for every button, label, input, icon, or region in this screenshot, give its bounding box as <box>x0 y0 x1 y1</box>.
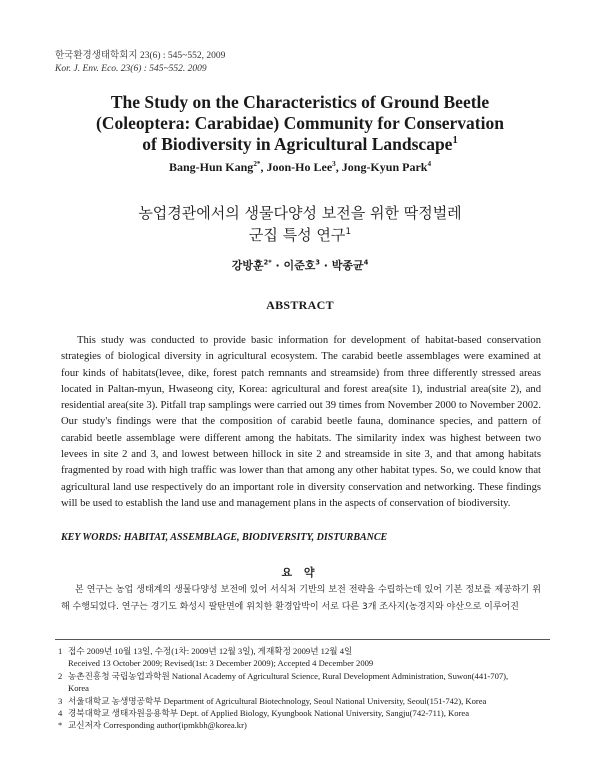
author-1: Bang-Hun Kang <box>168 160 254 174</box>
footnote-text: 농촌진흥청 국립농업과학원 National Academy of Agricultural Science, Rural Development Administration, Suwon(441-707), <box>68 670 509 681</box>
footnote-mark: 4 <box>58 708 63 719</box>
footnote-body <box>68 695 548 707</box>
footnote-mark: 2 <box>58 670 63 681</box>
footnote-divider <box>55 639 550 640</box>
footnote-text: 경북대학교 생태자원응용학부 Dept. of Applied Biology, Kyungbook National University, Sangju(742-711), Korea <box>68 708 470 719</box>
footnotes <box>58 645 548 732</box>
paper-title <box>40 92 560 155</box>
korean-title-line-2 <box>40 224 560 246</box>
keywords-line: KEY WORDS: HABITAT, ASSEMBLAGE, BIODIVERSITY, DISTURBANCE <box>61 532 388 543</box>
korean-summary-heading: 요 약 <box>281 566 319 579</box>
footnote-text: 접수 2009년 10월 13일, 수정(1차: 2009년 12월 3일), 게재확정 2009년 12월 4일 <box>68 646 353 656</box>
footnote-text: 서울대학교 농생명공학부 Department of Agricultural Biotechnology, Seoul National University, Seoul(151-742), Korea <box>68 695 487 706</box>
korean-author-2-mark: 3 <box>315 258 320 267</box>
footnote-mark: 1 <box>58 646 63 656</box>
footnote-body <box>68 645 548 670</box>
korean-title-footnote-mark: 1 <box>345 227 352 237</box>
footnote-item <box>58 719 548 731</box>
footnote-item <box>58 645 548 670</box>
footnote-body <box>68 670 548 695</box>
footnote-item <box>58 670 548 695</box>
korean-author-list <box>40 257 560 273</box>
korean-summary-body: 본 연구는 농업 생태계의 생물다양성 보전에 있어 서식처 기반의 보전 전략을 수립하는데 있어 기본 정보를 제공하기 위해 수행되었다. 연구는 경기도 화성시 팔탄면에 위치한 환경압박이 서로 다른 3개 조사지(농경지와 야산으로 이루어진 <box>61 585 541 612</box>
journal-citation-english: Kor. J. Env. Eco. 23(6) : 545~552. 2009 <box>55 64 207 74</box>
korean-title <box>40 202 560 246</box>
journal-header <box>55 50 225 76</box>
korean-title-line-1: 농업경관에서의 생물다양성 보전을 위한 딱정벌레 <box>138 204 462 222</box>
title-line-2: (Coleoptera: Carabidae) Community for Conservation <box>96 113 504 133</box>
author-3: , Jong-Kyun Park <box>335 160 428 174</box>
korean-author-1: 강방훈 <box>231 259 264 272</box>
abstract-heading: ABSTRACT <box>266 298 334 312</box>
korean-title-line-2-text: 군집 특성 연구 <box>248 226 346 244</box>
footnote-mark: * <box>58 720 63 731</box>
title-line-3-text: of Biodiversity in Agricultural Landscape <box>142 134 453 154</box>
footnote-text: 교신저자 Corresponding author(ipmkbh@korea.kr) <box>68 720 247 731</box>
author-3-mark: 4 <box>427 160 432 168</box>
footnote-item <box>58 707 548 719</box>
title-line-1: The Study on the Characteristics of Ground Beetle <box>110 92 490 112</box>
footnote-item <box>58 695 548 707</box>
footnote-body <box>68 719 548 731</box>
abstract-body: This study was conducted to provide basic information for development of habitat-based conservation strategies of biological diversity in agricultural ecosystem. The carabid beetle assemblages were examined at four kinds of habitats(levee, dike, forest patch remnants and streamside) from three differently stressed areas located in Paltan-myun, Hwaseong city, Korea: agricultural and forest area(site 1), industrial area(site 2), and residential area(site 3). Pitfall trap samplings were carried out 39 times from November 2000 to November 2002. Our study's findings were that the composition of carabid beetle fauna, dominance species, and pattern of carabid beetle assemblage were different among the habitats. The similarity index was highest between two levees in site 2 and 3, and lowest between hillock in site 2 and streamside in site 3, and that among habitats fragmented by road with high traffic was lower than that among any other habitat types. So, we could know that agricultural land use respectively do an important role in diversity conservation and networking. These findings will be used to establish the land use and management plans in the aspects of conservation of biodiversity. <box>61 335 541 509</box>
title-footnote-mark: 1 <box>452 135 458 147</box>
korean-author-1-mark: 2* <box>263 258 272 267</box>
korean-author-3: · 박종균 <box>319 259 364 272</box>
author-list <box>40 160 560 175</box>
author-2-mark: 3 <box>332 160 336 168</box>
footnote-mark: 3 <box>58 695 63 706</box>
author-1-mark: 2* <box>253 160 261 168</box>
korean-author-2: · 이준호 <box>271 259 316 272</box>
korean-author-3-mark: 4 <box>363 258 369 267</box>
author-2: , Joon-Ho Lee <box>260 160 333 174</box>
journal-citation-korean: 한국환경생태학회지 23(6) : 545~552, 2009 <box>55 51 226 61</box>
footnote-continuation: Korea <box>68 683 89 694</box>
title-line-3 <box>40 134 560 155</box>
footnote-body <box>68 707 548 719</box>
footnote-continuation: Received 13 October 2009; Revised(1st: 3 December 2009); Accepted 4 December 2009 <box>68 658 374 669</box>
